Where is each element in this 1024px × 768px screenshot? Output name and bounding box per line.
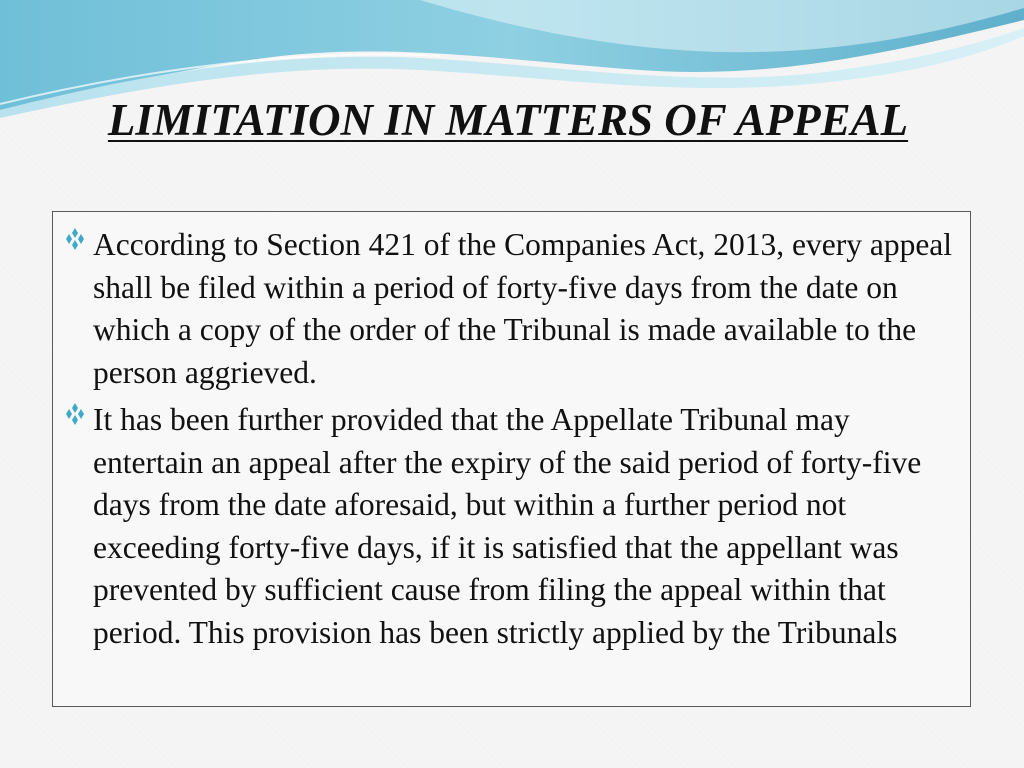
slide-title: LIMITATION IN MATTERS OF APPEAL <box>107 95 909 145</box>
diamond-bullet-icon <box>61 401 89 429</box>
bullet-list <box>53 212 970 654</box>
bullet-item <box>93 224 958 394</box>
bullet-text: It has been further provided that the Appellate Tribunal may entertain an appeal after the expiry of the said period of forty-five days from the date aforesaid, but within a further period not exceeding forty-five days, if it is satisfied that the appellant was prevented by sufficient cause from filing the appeal within that period. This provision has been strictly applied by the Tribunals <box>93 402 922 650</box>
bullet-text: According to Section 421 of the Companies Act, 2013, every appeal shall be filed within a period of forty-five days from the date on which a copy of the order of the Tribunal is made available to the person aggrieved. <box>93 227 953 390</box>
content-box <box>52 211 971 707</box>
bullet-item <box>93 399 958 654</box>
diamond-bullet-icon <box>61 226 89 254</box>
